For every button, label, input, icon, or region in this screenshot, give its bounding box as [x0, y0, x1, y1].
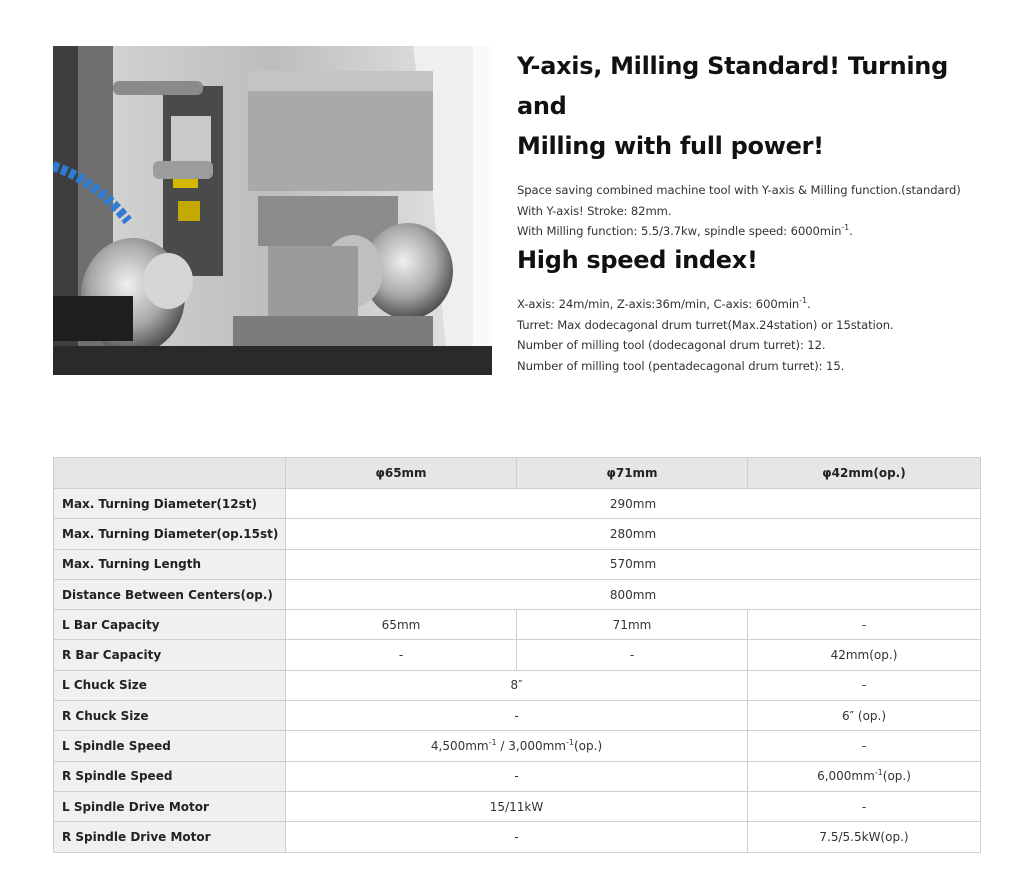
text-run: / 3,000mm	[496, 739, 566, 754]
text-run: .	[806, 297, 811, 311]
feature-section-index	[517, 240, 987, 376]
feature-line: Space saving combined machine tool with Y-axis & Milling function.(standard)	[517, 183, 961, 197]
table-cell: -	[748, 610, 981, 640]
table-row	[54, 731, 981, 761]
row-label: L Spindle Drive Motor	[54, 791, 286, 821]
feature-section-milling	[517, 46, 987, 242]
spec-table	[53, 457, 981, 853]
table-cell: -	[517, 640, 748, 670]
table-row	[54, 549, 981, 579]
table-cell: 42mm(op.)	[748, 640, 981, 670]
superscript: -1	[566, 738, 574, 748]
text-run: With Milling function: 5.5/3.7kw, spindle speed: 6000min	[517, 224, 842, 238]
table-cell: 8″	[286, 670, 748, 700]
superscript: -1	[874, 768, 883, 778]
heading-line: Y-axis, Milling Standard! Turning and	[517, 52, 948, 120]
column-header: φ65mm	[286, 458, 517, 489]
table-cell: 6″ (op.)	[748, 701, 981, 731]
table-row	[54, 822, 981, 852]
row-label: R Spindle Speed	[54, 761, 286, 791]
table-header-row	[54, 458, 981, 489]
superscript: -1	[488, 738, 497, 748]
table-cell: 280mm	[286, 519, 981, 549]
row-label: Max. Turning Diameter(op.15st)	[54, 519, 286, 549]
table-cell: -	[286, 822, 748, 852]
table-row	[54, 579, 981, 609]
section-heading	[517, 46, 987, 166]
row-label: R Chuck Size	[54, 701, 286, 731]
row-label: R Bar Capacity	[54, 640, 286, 670]
feature-line	[517, 294, 987, 315]
table-cell: 570mm	[286, 549, 981, 579]
table-row	[54, 701, 981, 731]
superscript: -1	[841, 223, 850, 233]
text-run: (op.)	[573, 739, 603, 754]
table-cell: 800mm	[286, 579, 981, 609]
table-row	[54, 489, 981, 519]
table-row	[54, 519, 981, 549]
row-label: L Chuck Size	[54, 670, 286, 700]
heading-line: Milling with full power!	[517, 132, 824, 160]
row-label: L Bar Capacity	[54, 610, 286, 640]
section-heading: High speed index!	[517, 246, 758, 274]
table-cell: 7.5/5.5kW(op.)	[748, 822, 981, 852]
column-header: φ71mm	[517, 458, 748, 489]
column-header	[54, 458, 286, 489]
table-cell: -	[286, 701, 748, 731]
table-row	[54, 761, 981, 791]
table-row	[54, 670, 981, 700]
row-label: Distance Between Centers(op.)	[54, 579, 286, 609]
table-cell: -	[286, 761, 748, 791]
table-cell	[286, 731, 748, 761]
text-run: 6,000mm	[817, 769, 875, 784]
table-cell	[748, 761, 981, 791]
feature-line: Turret: Max dodecagonal drum turret(Max.24station) or 15station.	[517, 317, 894, 332]
table-cell: 71mm	[517, 610, 748, 640]
column-header: φ42mm(op.)	[748, 458, 981, 489]
text-run: (op.)	[882, 769, 911, 784]
row-label: Max. Turning Length	[54, 549, 286, 579]
table-cell: 15/11kW	[286, 791, 748, 821]
table-cell: -	[748, 670, 981, 700]
row-label: R Spindle Drive Motor	[54, 822, 286, 852]
table-cell: -	[286, 640, 517, 670]
feature-line	[517, 221, 987, 242]
row-label: L Spindle Speed	[54, 731, 286, 761]
table-cell: 290mm	[286, 489, 981, 519]
text-run: X-axis: 24m/min, Z-axis:36m/min, C-axis: 600min	[517, 297, 800, 311]
feature-line: Number of milling tool (dodecagonal drum turret): 12.	[517, 338, 826, 352]
feature-line: With Y-axis! Stroke: 82mm.	[517, 203, 672, 218]
text-run: .	[849, 224, 853, 238]
text-run: 4,500mm	[430, 739, 489, 754]
table-cell: -	[748, 731, 981, 761]
table-row	[54, 640, 981, 670]
machine-photo	[53, 46, 492, 375]
feature-line: Number of milling tool (pentadecagonal drum turret): 15.	[517, 358, 845, 373]
row-label: Max. Turning Diameter(12st)	[54, 489, 286, 519]
table-cell: 65mm	[286, 610, 517, 640]
table-row	[54, 610, 981, 640]
table-row	[54, 791, 981, 821]
superscript: -1	[799, 296, 807, 306]
table-cell: -	[748, 791, 981, 821]
